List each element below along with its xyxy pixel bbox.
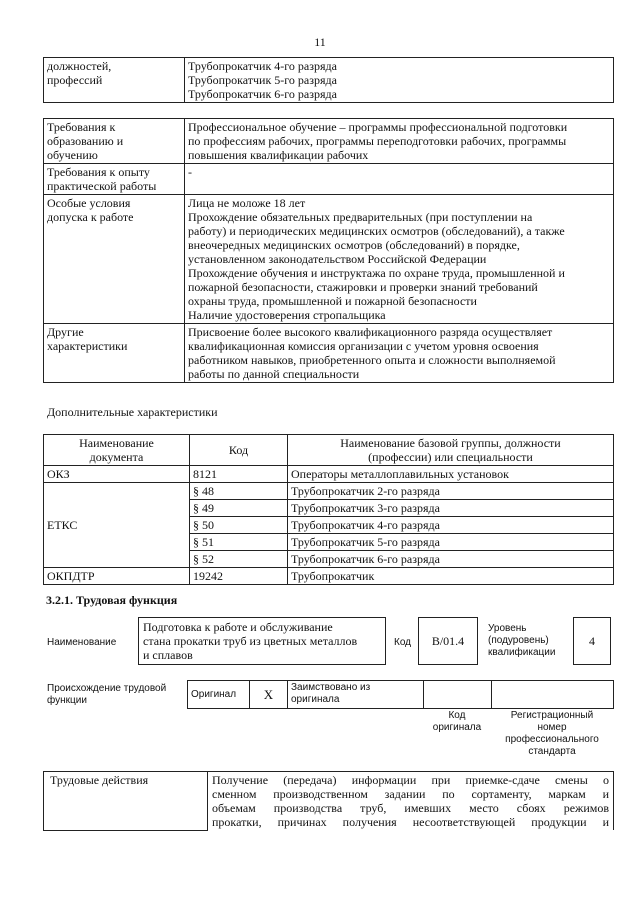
value-line: прокатки, причинах получения несоответствующей продукции и [212,815,609,829]
origin-label-line: функции [47,695,87,706]
table-row [44,466,614,483]
code-cell: § 51 [190,534,288,551]
name-cell: Трубопрокатчик 5-го разряда [288,534,614,551]
origin-label [47,683,166,707]
name-cell: Трубопрокатчик 6-го разряда [288,551,614,568]
positions-list [185,58,614,103]
doc-cell: ЕТКС [44,483,190,568]
value-line: Лица не моложе 18 лет [188,196,306,210]
table-row [44,568,614,585]
borrowed-label [288,681,424,709]
requirements-table [43,118,614,383]
value-line: охраны труда, промышленной и пожарной безопасности [188,294,477,308]
value-line: установленном законодательством Российской Федерации [188,252,487,266]
original-label: Оригинал [188,681,250,709]
value-line: работы по данной специальности [188,367,360,381]
value-line: Прохождение обучения и инструктажа по охране труда, промышленной и [188,266,565,280]
level-label [488,623,555,659]
borrowed-line: оригинала [291,694,340,705]
code-cell: 19242 [190,568,288,585]
requirement-value [185,119,614,164]
header-name [288,435,614,466]
code-cell: § 49 [190,500,288,517]
name-cell: Операторы металлоплавильных установок [288,466,614,483]
function-name-line: стана прокатки труб из цветных металлов [143,634,358,648]
positions-label-line: профессий [47,73,103,87]
origin-row [188,681,614,709]
code-cell: 8121 [190,466,288,483]
label-line: образованию и [47,134,124,148]
caption-line: номер [537,722,567,733]
code-box: В/01.4 [418,617,478,665]
caption-line: оригинала [432,722,482,733]
requirement-label [44,119,185,164]
header-line: документа [89,450,144,464]
label-line: Другие [47,325,84,339]
labor-actions-table [43,771,614,831]
value-line: повышения квалификации рабочих [188,148,369,162]
value-line: Прохождение обязательных предварительных (при поступлении на [188,210,533,224]
page-number: 11 [314,35,326,49]
position-item: Трубопрокатчик 4-го разряда [188,59,337,73]
caption-line: Код [448,710,466,721]
code-cell: § 48 [190,483,288,500]
header-code: Код [190,435,288,466]
labor-actions-row [44,772,614,831]
caption-line: стандарта [528,746,576,757]
value-line: - [188,165,192,179]
level-label-line: (подуровень) [488,635,549,646]
label-line: допуска к работе [47,210,134,224]
code-label: Код [394,637,412,648]
level-label-line: Уровень [488,623,527,634]
requirements-row-conditions [44,195,614,324]
name-cell: Трубопрокатчик [288,568,614,585]
doc-cell: ОКПДТР [44,568,190,585]
value-line: пожарной безопасности, стажировки и проверки знаний требований [188,280,538,294]
requirement-label [44,195,185,324]
requirement-label [44,164,185,195]
requirement-value [185,195,614,324]
additional-title: Дополнительные характеристики [47,405,218,419]
position-item: Трубопрокатчик 5-го разряда [188,73,337,87]
value-line: работником навыков, приобретенного опыта и сложности выполняемой [188,353,556,367]
value-line: работу) и периодических медицинских осмотров (обследований), а также [188,224,565,238]
position-item: Трубопрокатчик 6-го разряда [188,87,337,101]
caption-line: профессионального [505,734,599,745]
level-label-line: квалификации [488,647,556,658]
value-line: внеочередных медицинских осмотров (обследований) в порядке, [188,238,520,252]
code-cell: § 52 [190,551,288,568]
value-line: квалификационная комиссия организации с учетом уровня освоения [188,339,539,353]
table-row [44,483,614,500]
value-line: Профессиональное обучение – программы профессиональной подготовки [188,120,568,134]
origin-table [187,680,614,709]
requirements-row-experience [44,164,614,195]
value-line: Наличие удостоверения стропальщика [188,308,386,322]
value-line: объемам производства труб, имевших место сбоях режимов [212,801,609,815]
positions-label [44,58,185,103]
origin-label-line: Происхождение трудовой [47,683,167,694]
label-line: практической работы [47,179,157,193]
original-code-cell [424,681,492,709]
header-doc [44,435,190,466]
labor-actions-label: Трудовые действия [44,772,208,831]
header-line: Наименование базовой группы, должности [340,436,561,450]
positions-table [43,57,614,103]
label-line: характеристики [47,339,128,353]
requirements-row-other [44,324,614,383]
labor-actions-value [208,772,614,831]
function-name-line: Подготовка к работе и обслуживание [143,620,333,634]
header-line: (профессии) или специальности [368,450,533,464]
code-caption [423,710,491,734]
name-cell: Трубопрокатчик 2-го разряда [288,483,614,500]
name-cell: Трубопрокатчик 3-го разряда [288,500,614,517]
label-line: Особые условия [47,196,131,210]
positions-row [44,58,614,103]
doc-cell: ОКЗ [44,466,190,483]
value-line: сменном производственном задании по сортаменту, маркам и [212,787,609,801]
requirement-value [185,324,614,383]
borrowed-line: Заимствовано из [291,682,371,693]
requirement-value [185,164,614,195]
value-line: Присвоение более высокого квалификационного разряда осуществляет [188,325,553,339]
classifiers-header [44,435,614,466]
classifiers-table [43,434,614,585]
label-line: Требования к [47,120,116,134]
caption-line: Регистрационный [510,710,594,721]
registration-caption [491,710,613,758]
registration-number-cell [492,681,614,709]
code-cell: § 50 [190,517,288,534]
label-line: обучению [47,148,98,162]
function-name-box [138,617,386,665]
label-line: Требования к опыту [47,165,150,179]
positions-label-line: должностей, [47,59,112,73]
name-cell: Трубопрокатчик 4-го разряда [288,517,614,534]
requirements-row-education [44,119,614,164]
value-line: Получение (передача) информации при приемке-сдаче смены о [212,773,609,787]
header-line: Наименование [79,436,154,450]
value-line: по профессиям рабочих, программы переподготовки рабочих, программы [188,134,567,148]
requirement-label [44,324,185,383]
original-mark: X [250,681,288,709]
function-name-line: и сплавов [143,648,193,662]
level-box: 4 [573,617,611,665]
section-heading: 3.2.1. Трудовая функция [46,593,178,607]
function-name-label: Наименование [47,637,117,648]
